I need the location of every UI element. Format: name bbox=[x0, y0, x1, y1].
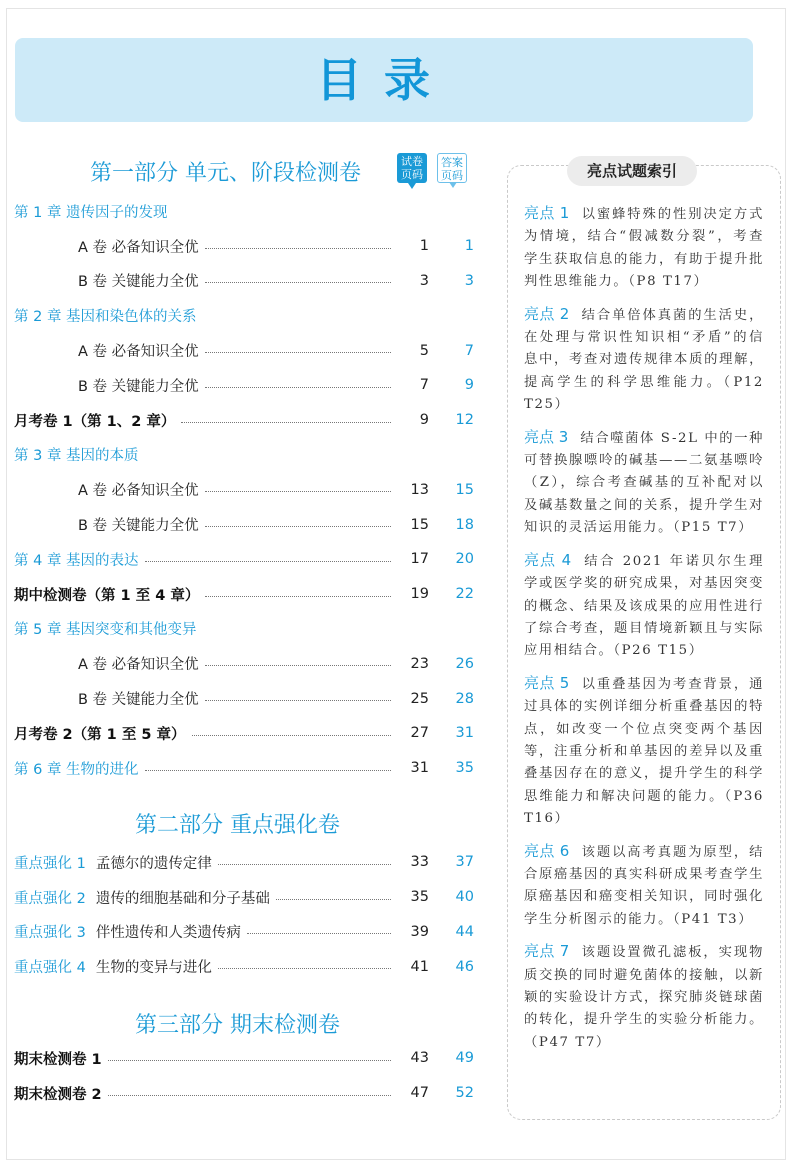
dot-leader bbox=[205, 387, 391, 388]
toc-entry-label bbox=[78, 236, 199, 257]
toc-entry-label bbox=[14, 305, 197, 326]
test-page-number: 27 bbox=[410, 725, 429, 742]
highlights-title: 亮点试题索引 bbox=[567, 156, 697, 186]
highlight-key: 亮点 6 bbox=[524, 841, 570, 860]
highlight-text: 结合 2021 年诺贝尔生理学或医学奖的研究成果，对基因突变的概念、结果及该成果的应用性进行了综合考查，题目情境新颖且与实际应用相结合。（P26 T15） bbox=[524, 553, 765, 659]
toc-row-sub[interactable] bbox=[14, 507, 474, 542]
toc-row-chapter[interactable] bbox=[14, 194, 474, 229]
entry-title: 遗传的细胞基础和分子基础 bbox=[95, 890, 270, 907]
highlight-text: 结合单倍体真菌的生活史，在处理与常识性知识相“矛盾”的信息中，考查对遗传规律本质的理解，提高学生的科学思维能力。（P12 T25） bbox=[524, 307, 764, 413]
answer-page-number: 49 bbox=[455, 1050, 474, 1067]
test-page-number: 39 bbox=[410, 923, 429, 940]
part1-title: 第一部分 单元、阶段检测卷 bbox=[90, 161, 361, 186]
highlight-item bbox=[524, 840, 764, 932]
toc-row-chapter[interactable] bbox=[14, 612, 474, 647]
toc-entry-label bbox=[14, 852, 212, 873]
toc-entry-label bbox=[78, 375, 199, 396]
toc-entry-label bbox=[14, 758, 139, 779]
toc-entry-label bbox=[78, 340, 199, 361]
answer-page-number: 46 bbox=[455, 958, 474, 975]
toc-row-sub[interactable] bbox=[14, 229, 474, 264]
dot-leader bbox=[108, 1060, 391, 1061]
answer-page-number: 31 bbox=[455, 725, 474, 742]
toc-entry-label bbox=[78, 514, 199, 535]
entry-title: 第 6 章 生物的进化 bbox=[14, 761, 139, 778]
entry-title: B 卷 关键能力全优 bbox=[78, 378, 199, 395]
toc-row-chapter[interactable] bbox=[14, 542, 474, 577]
entry-title: 第 4 章 基因的表达 bbox=[14, 552, 139, 569]
highlight-key: 亮点 3 bbox=[524, 427, 569, 446]
entry-title: A 卷 必备知识全优 bbox=[78, 239, 199, 256]
toc-entry-label bbox=[14, 921, 241, 942]
test-page-number: 15 bbox=[410, 516, 429, 533]
test-page-number: 43 bbox=[410, 1050, 429, 1067]
toc-entry-label bbox=[14, 1083, 102, 1104]
toc-row-exam[interactable] bbox=[14, 1041, 474, 1076]
focus-key: 重点强化 3 bbox=[14, 925, 86, 942]
entry-title: B 卷 关键能力全优 bbox=[78, 692, 199, 709]
dot-leader bbox=[205, 248, 391, 249]
entry-title: B 卷 关键能力全优 bbox=[78, 274, 199, 291]
answer-page-number: 26 bbox=[455, 655, 474, 672]
toc-entry-label bbox=[78, 653, 199, 674]
dot-leader bbox=[276, 899, 391, 900]
dot-leader bbox=[205, 352, 391, 353]
entry-title: 伴性遗传和人类遗传病 bbox=[95, 925, 241, 942]
test-page-number: 19 bbox=[410, 586, 429, 603]
toc-row-sub[interactable] bbox=[14, 646, 474, 681]
highlight-item bbox=[524, 940, 764, 1054]
entry-title: A 卷 必备知识全优 bbox=[78, 483, 199, 500]
dot-leader bbox=[145, 770, 391, 771]
dot-leader bbox=[205, 596, 391, 597]
dot-leader bbox=[145, 561, 391, 562]
answer-page-number: 18 bbox=[455, 516, 474, 533]
highlight-item bbox=[524, 202, 764, 294]
answer-page-number: 7 bbox=[464, 342, 474, 359]
entry-title: 期末检测卷 1 bbox=[14, 1051, 102, 1068]
toc-row-exam[interactable] bbox=[14, 577, 474, 612]
part1-list bbox=[14, 194, 474, 786]
toc-entry-label bbox=[14, 410, 175, 431]
entry-title: 期中检测卷（第 1 至 4 章） bbox=[14, 587, 200, 604]
entry-title: 第 2 章 基因和染色体的关系 bbox=[14, 309, 197, 326]
highlight-key: 亮点 7 bbox=[524, 942, 570, 961]
dot-leader bbox=[205, 282, 391, 283]
entry-title: 期末检测卷 2 bbox=[14, 1086, 102, 1103]
highlight-key: 亮点 5 bbox=[524, 673, 570, 692]
dot-leader bbox=[205, 665, 391, 666]
test-page-number: 17 bbox=[410, 551, 429, 568]
toc-entry-label bbox=[78, 688, 199, 709]
test-page-number: 41 bbox=[410, 958, 429, 975]
page-title: 目录 bbox=[316, 53, 452, 107]
toc-row-chapter[interactable] bbox=[14, 298, 474, 333]
dot-leader bbox=[205, 491, 391, 492]
entry-title: 第 3 章 基因的本质 bbox=[14, 448, 139, 465]
toc-row-exam[interactable] bbox=[14, 403, 474, 438]
focus-key: 重点强化 2 bbox=[14, 890, 86, 907]
highlight-key: 亮点 4 bbox=[524, 550, 572, 569]
toc-row-sub[interactable] bbox=[14, 333, 474, 368]
answer-page-number: 37 bbox=[455, 854, 474, 871]
highlight-key: 亮点 2 bbox=[524, 304, 570, 323]
highlight-text: 该题以高考真题为原型，结合原癌基因的真实科研成果考查学生原癌基因和癌变相关知识，同时强化学生分析图示的能力。（P41 T3） bbox=[524, 844, 764, 927]
test-page-number: 13 bbox=[410, 481, 429, 498]
answer-page-number: 40 bbox=[455, 889, 474, 906]
answer-page-number: 20 bbox=[455, 551, 474, 568]
answer-page-number: 15 bbox=[455, 481, 474, 498]
answer-page-number: 22 bbox=[455, 586, 474, 603]
title-banner bbox=[15, 38, 753, 122]
toc-entry-label bbox=[78, 270, 199, 291]
focus-key: 重点强化 1 bbox=[14, 855, 86, 872]
toc-entry-label bbox=[14, 549, 139, 570]
answer-page-number: 35 bbox=[455, 760, 474, 777]
toc-entry-label bbox=[14, 201, 168, 222]
highlight-item bbox=[524, 303, 764, 417]
toc-row-focus[interactable] bbox=[14, 915, 474, 950]
toc-row-sub[interactable] bbox=[14, 681, 474, 716]
test-page-number: 5 bbox=[419, 342, 429, 359]
toc-row-sub[interactable] bbox=[14, 472, 474, 507]
toc-row-focus[interactable] bbox=[14, 880, 474, 915]
answer-page-number: 52 bbox=[455, 1085, 474, 1102]
entry-title: 孟德尔的遗传定律 bbox=[95, 855, 212, 872]
highlights-list bbox=[524, 202, 764, 1063]
dot-leader bbox=[205, 526, 391, 527]
dot-leader bbox=[218, 968, 391, 969]
test-page-number: 31 bbox=[410, 760, 429, 777]
test-page-number: 23 bbox=[410, 655, 429, 672]
entry-title: B 卷 关键能力全优 bbox=[78, 518, 199, 535]
answer-page-number: 1 bbox=[464, 238, 474, 255]
test-page-number: 47 bbox=[410, 1085, 429, 1102]
answer-page-number: 44 bbox=[455, 923, 474, 940]
test-page-number: 35 bbox=[410, 889, 429, 906]
entry-title: 生物的变异与进化 bbox=[95, 960, 212, 977]
highlight-text: 该题设置微孔滤板，实现物质交换的同时避免菌体的接触，以新颖的实验设计方式，探究肺炎链球菌的转化，提升学生的实验分析能力。（P47 T7） bbox=[524, 945, 764, 1050]
dot-leader bbox=[181, 422, 391, 423]
dot-leader bbox=[192, 735, 391, 736]
part3-list bbox=[14, 1041, 474, 1111]
toc-entry-label bbox=[14, 1048, 102, 1069]
toc-entry-label bbox=[14, 723, 186, 744]
toc-entry-label bbox=[14, 887, 270, 908]
toc-entry-label bbox=[14, 956, 212, 977]
test-page-number: 25 bbox=[410, 690, 429, 707]
entry-title: A 卷 必备知识全优 bbox=[78, 344, 199, 361]
toc-row-chapter[interactable] bbox=[14, 438, 474, 473]
dot-leader bbox=[205, 700, 391, 701]
highlight-key: 亮点 1 bbox=[524, 204, 570, 222]
toc-entry-label bbox=[78, 479, 199, 500]
toc-row-exam[interactable] bbox=[14, 716, 474, 751]
toc-entry-label bbox=[14, 618, 197, 639]
entry-title: A 卷 必备知识全优 bbox=[78, 657, 199, 674]
answer-page-number: 9 bbox=[464, 377, 474, 394]
highlight-text: 以蜜蜂特殊的性别决定方式为情境，结合“假减数分裂”，考查学生获取信息的能力，有助于提升批判性思维能力。（P8 T17） bbox=[524, 207, 764, 290]
part2-list bbox=[14, 845, 474, 984]
part3-title: 第三部分 期末检测卷 bbox=[135, 1013, 340, 1038]
highlight-item bbox=[524, 549, 764, 663]
focus-key: 重点强化 4 bbox=[14, 960, 86, 977]
toc-row-chapter[interactable] bbox=[14, 751, 474, 786]
test-page-number: 9 bbox=[419, 412, 429, 429]
dot-leader bbox=[218, 864, 391, 865]
highlight-text: 结合噬菌体 S-2L 中的一种可替换腺嘌呤的碱基——二氨基嘌呤（Z），综合考查碱基的互补配对以及碱基数量之间的关系，提升学生对知识的灵活运用能力。（P15 T7） bbox=[524, 430, 764, 536]
highlight-text: 以重叠基因为考查背景，通过具体的实例详细分析重叠基因的特点，如改变一个位点突变两个基因等，注重分析和单基因的差异以及重叠基因存在的意义，提升学生的科学思维能力和解决问题的能力。（P36 T16） bbox=[524, 676, 764, 827]
test-page-number: 7 bbox=[419, 377, 429, 394]
test-pages-tag: 试卷页码 bbox=[397, 153, 427, 183]
test-page-number: 1 bbox=[419, 238, 429, 255]
entry-title: 第 5 章 基因突变和其他变异 bbox=[14, 622, 197, 639]
entry-title: 第 1 章 遗传因子的发现 bbox=[14, 204, 168, 221]
part2-title: 第二部分 重点强化卷 bbox=[135, 813, 340, 838]
toc-entry-label bbox=[14, 584, 199, 605]
entry-title: 月考卷 1（第 1、2 章） bbox=[14, 413, 176, 430]
test-page-number: 33 bbox=[410, 854, 429, 871]
dot-leader bbox=[108, 1095, 391, 1096]
highlight-item bbox=[524, 426, 764, 540]
answer-pages-tag: 答案页码 bbox=[437, 153, 467, 183]
toc-row-sub[interactable] bbox=[14, 368, 474, 403]
toc-entry-label bbox=[14, 444, 139, 465]
toc-row-focus[interactable] bbox=[14, 949, 474, 984]
answer-page-number: 28 bbox=[455, 690, 474, 707]
test-page-number: 3 bbox=[419, 272, 429, 289]
toc-row-exam[interactable] bbox=[14, 1076, 474, 1111]
highlight-item bbox=[524, 672, 764, 831]
dot-leader bbox=[247, 933, 391, 934]
entry-title: 月考卷 2（第 1 至 5 章） bbox=[14, 726, 186, 743]
answer-page-number: 12 bbox=[455, 412, 474, 429]
toc-row-focus[interactable] bbox=[14, 845, 474, 880]
answer-page-number: 3 bbox=[464, 272, 474, 289]
toc-row-sub[interactable] bbox=[14, 264, 474, 299]
